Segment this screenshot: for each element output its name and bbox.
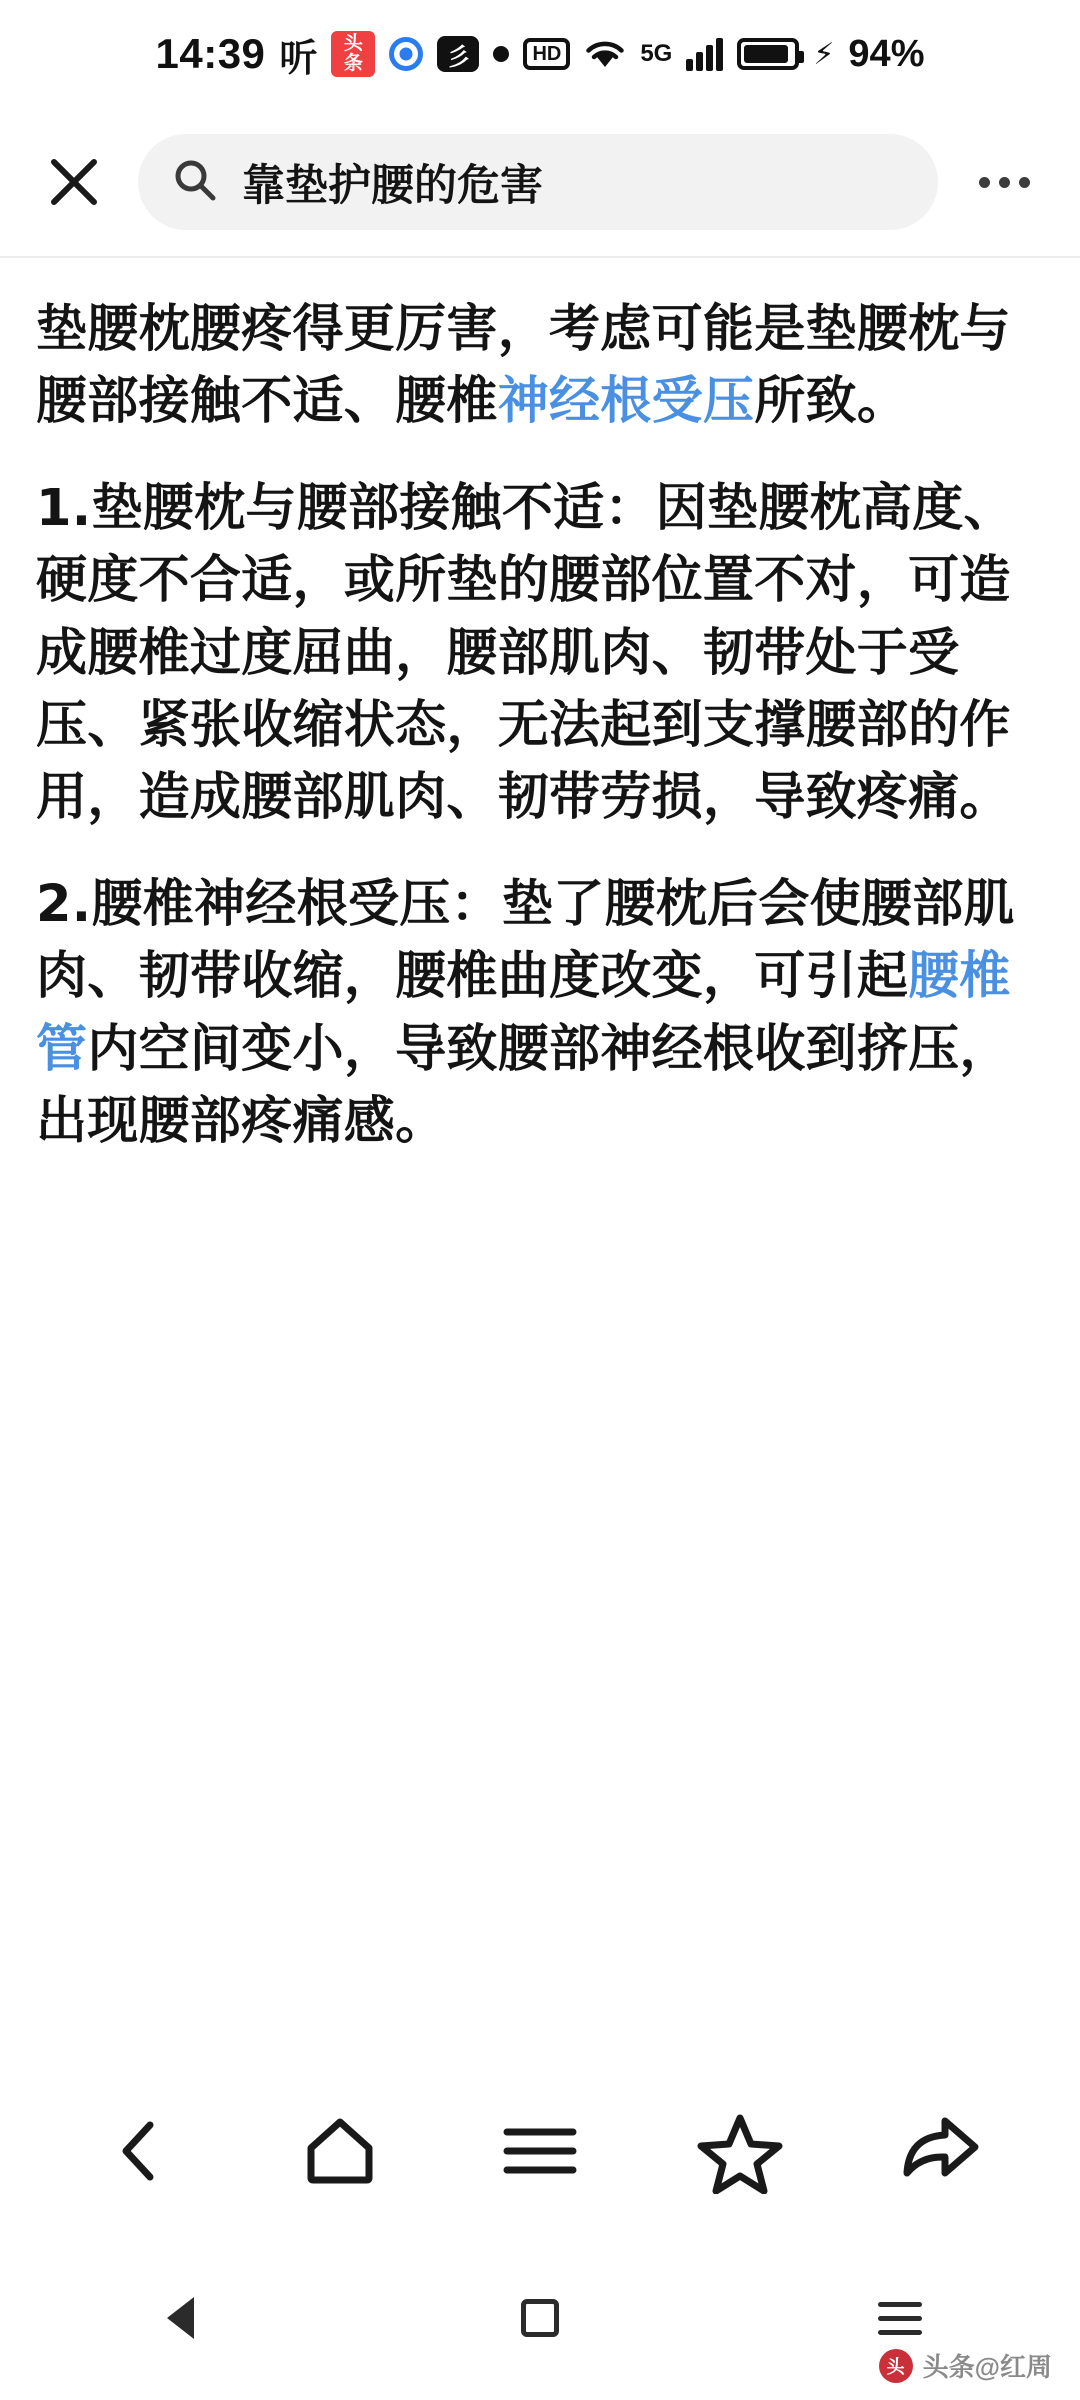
- browser-top-bar: [0, 108, 1080, 258]
- hd-icon: HD: [523, 38, 570, 70]
- watermark: [879, 2347, 1052, 2384]
- jianying-app-icon: 彡: [437, 36, 479, 72]
- paragraph-1: [36, 294, 1044, 439]
- more-dot-2: [999, 177, 1010, 188]
- black-dot-icon: [493, 46, 509, 62]
- paragraph-1-text-a: 垫腰枕腰疼得更厉害，考虑可能是垫腰枕与腰部接触不适、腰椎: [36, 300, 1011, 432]
- status-time: 14:39: [155, 30, 266, 77]
- browser-toolbar: [0, 2066, 1080, 2236]
- paragraph-2-text: 1.垫腰枕与腰部接触不适：因垫腰枕高度、硬度不合适，或所垫的腰部位置不对，可造成腰椎过度屈曲，腰部肌肉、韧带处于受压、紧张收缩状态，无法起到支撑腰部的作用，造成腰部肌肉、韧带劳损，导致疼痛。: [36, 478, 1015, 828]
- paragraph-3-text-a: 2.腰椎神经根受压：垫了腰枕后会使腰部肌肉、韧带收缩，腰椎曲度改变，可引起: [36, 874, 1015, 1007]
- home-icon[interactable]: [275, 2086, 405, 2216]
- paragraph-3: [36, 869, 1044, 1159]
- inline-link-spinal-canal[interactable]: 腰椎管: [36, 947, 1011, 1079]
- menu-icon[interactable]: [475, 2086, 605, 2216]
- search-query-text: 靠垫护腰的危害: [242, 161, 543, 210]
- more-dot-1: [979, 177, 990, 188]
- search-input[interactable]: [138, 134, 938, 230]
- article-content: [0, 258, 1080, 2026]
- status-bar: [0, 0, 1080, 108]
- watermark-logo-icon: 头: [879, 2349, 913, 2383]
- toutiao-app-icon: 头条: [331, 31, 375, 77]
- paragraph-2: [36, 473, 1044, 835]
- inline-link-nerve-root[interactable]: 神经根受压: [497, 372, 755, 432]
- 5g-icon: 5G: [640, 40, 673, 67]
- blue-dot-icon: [389, 37, 423, 71]
- back-icon[interactable]: [75, 2086, 205, 2216]
- wifi-icon: [584, 37, 626, 71]
- charging-bolt-icon: ⚡: [813, 37, 835, 71]
- paragraph-3-text-b: 内空间变小，导致腰部神经根收到挤压，出现腰部疼痛感。: [36, 1019, 1011, 1152]
- signal-bars-icon: [686, 37, 723, 71]
- nav-back-icon[interactable]: [120, 2258, 240, 2378]
- share-icon[interactable]: [875, 2086, 1005, 2216]
- favorite-star-icon[interactable]: [675, 2086, 805, 2216]
- ting-app-icon: 听: [279, 37, 318, 80]
- search-icon: [172, 157, 218, 208]
- close-button[interactable]: [34, 142, 114, 222]
- more-dot-3: [1019, 177, 1030, 188]
- nav-home-icon[interactable]: [480, 2258, 600, 2378]
- watermark-text: 头条@红周: [922, 2352, 1052, 2382]
- more-options-icon[interactable]: [962, 140, 1046, 224]
- battery-percent: 94%: [848, 32, 925, 75]
- paragraph-1-text-b: 所致。: [754, 372, 909, 432]
- battery-icon: [737, 38, 799, 70]
